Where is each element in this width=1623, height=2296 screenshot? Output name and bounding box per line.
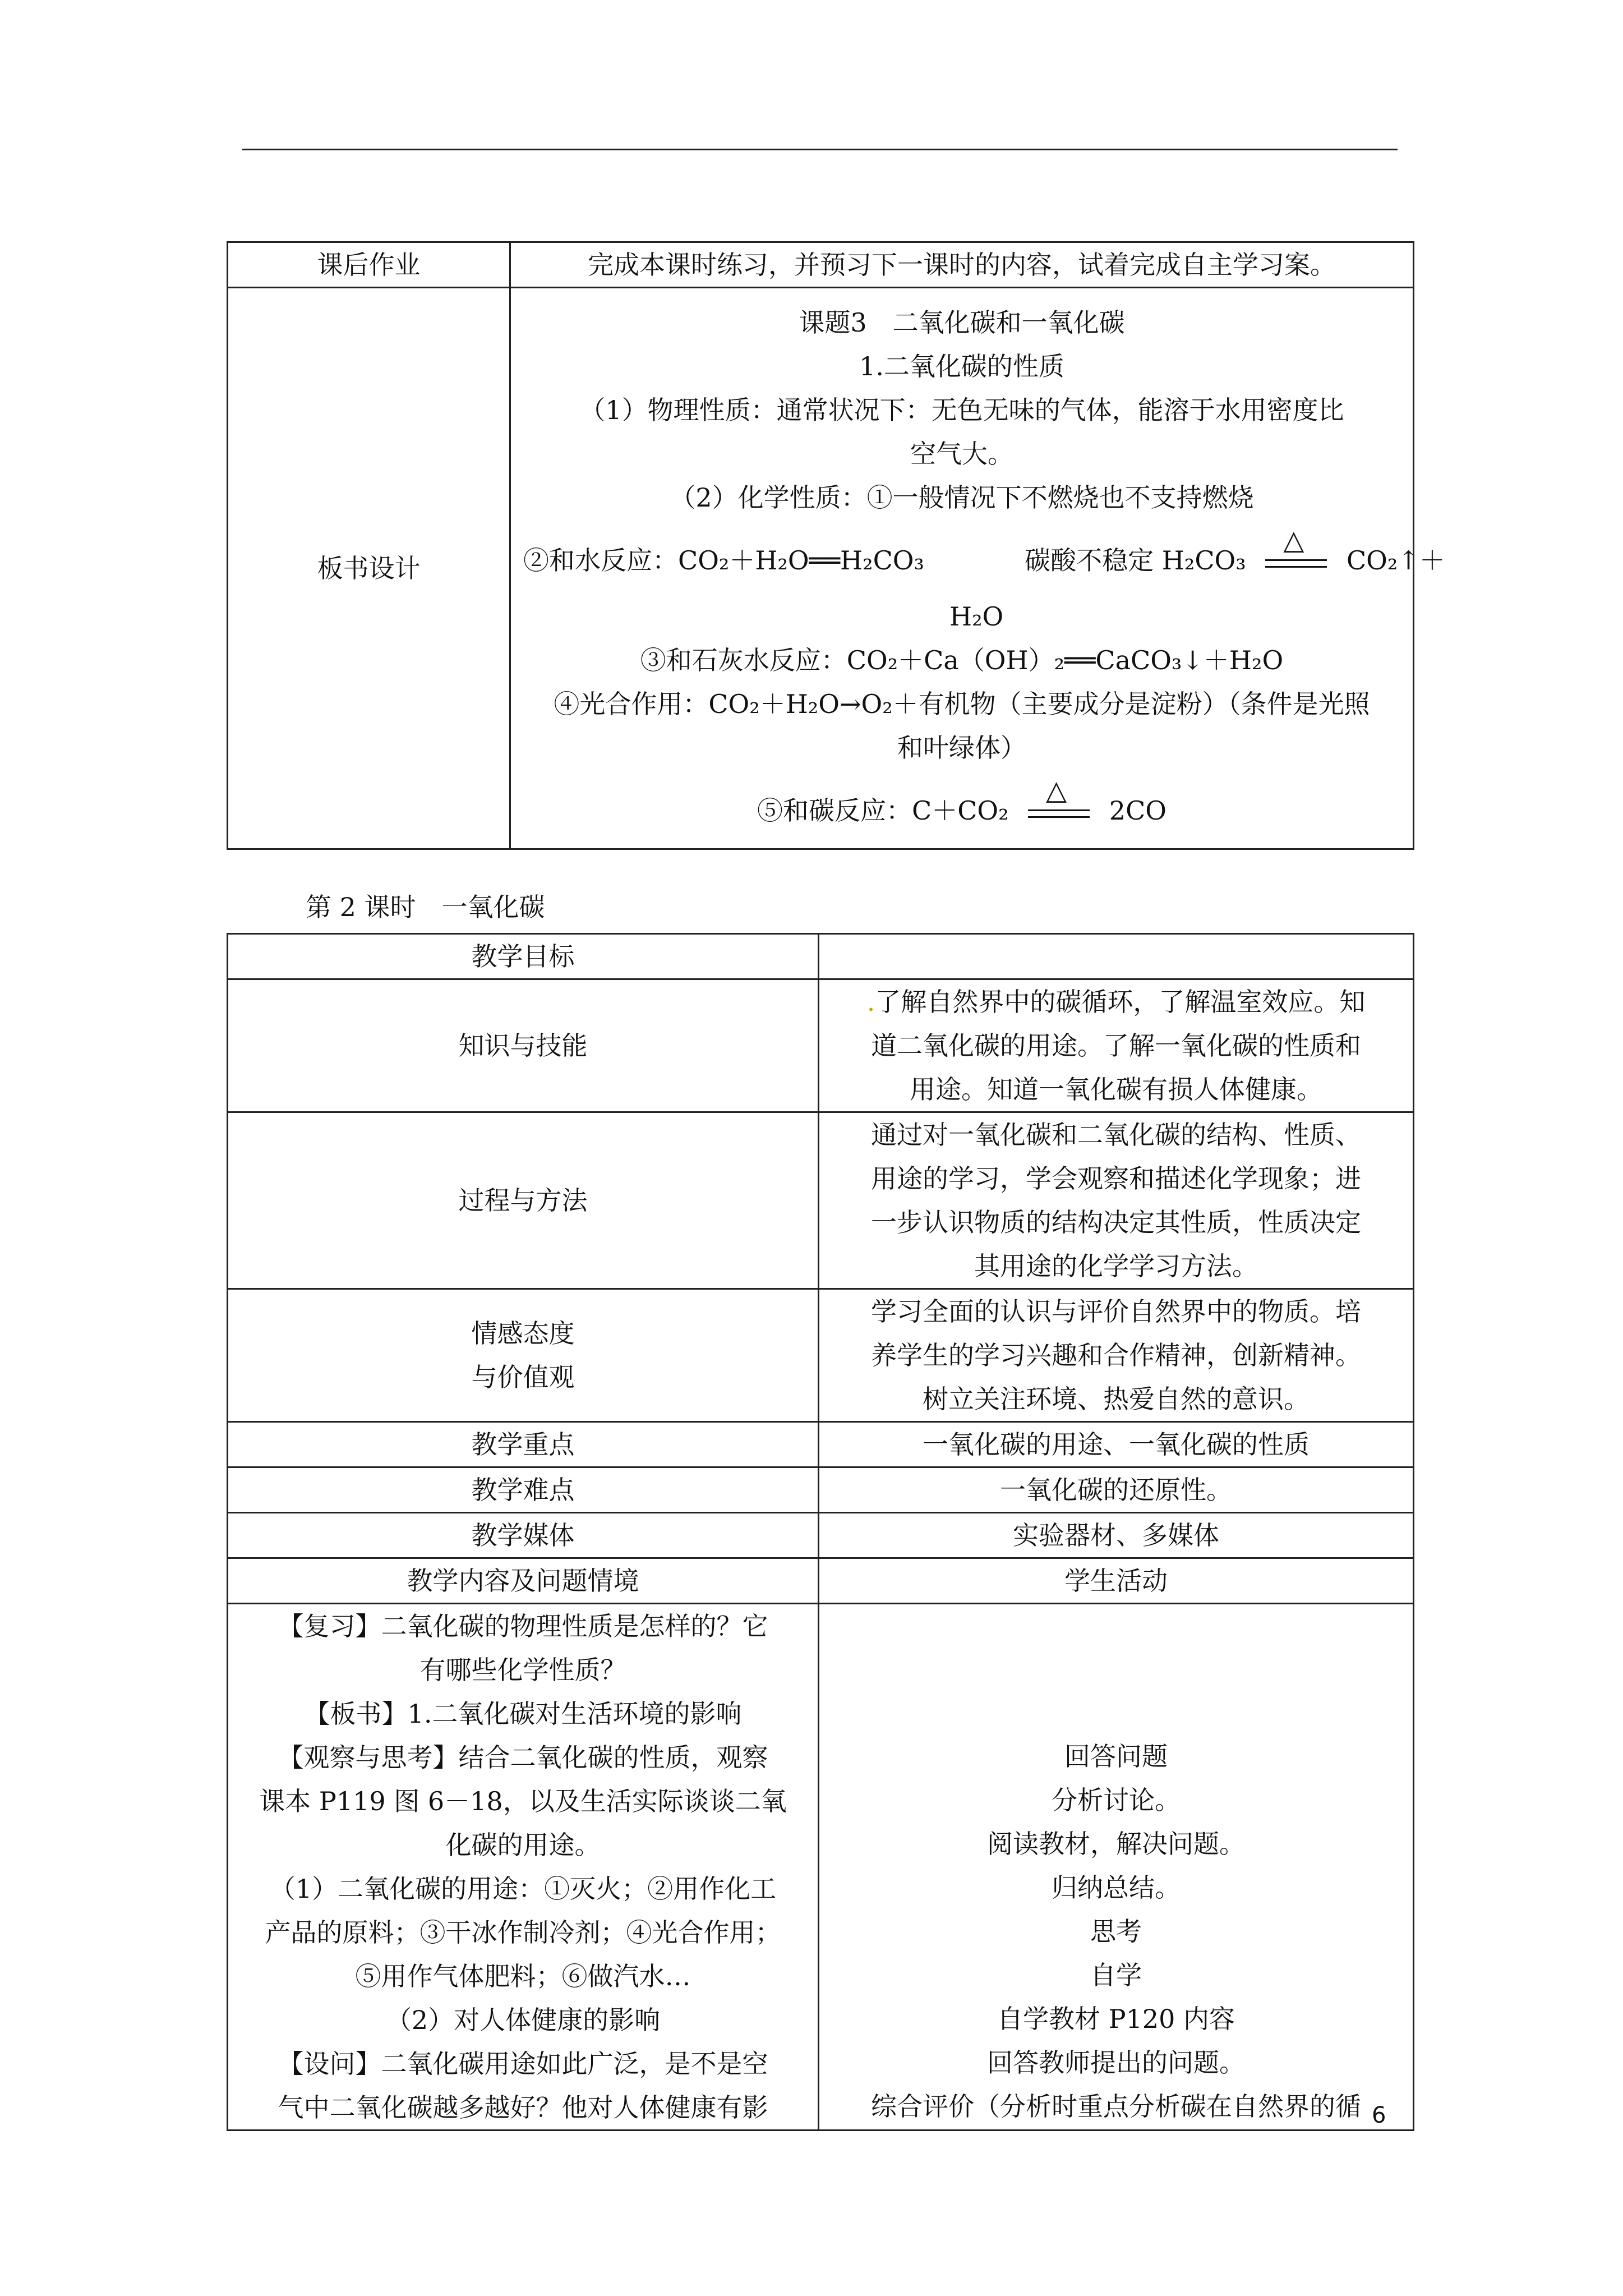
homework-label: 课后作业 <box>228 242 510 288</box>
process-row <box>228 1112 1414 1289</box>
content-header: 教学内容及问题情境 <box>228 1558 819 1604</box>
process-line-1: 通过对一氧化碳和二氧化碳的结构、性质、 <box>871 1120 1361 1150</box>
activity-line: 自学 <box>1090 1960 1142 1990</box>
knowledge-text <box>819 979 1414 1112</box>
focus-label: 教学重点 <box>228 1422 819 1467</box>
content-line: 【板书】1.二氧化碳对生活环境的影响 <box>304 1699 742 1729</box>
activity-line: 回答问题 <box>1064 1741 1168 1772</box>
content-line: ⑤用作气体肥料；⑥做汽水… <box>355 1961 691 1991</box>
activity-line: 思考 <box>1090 1916 1142 1947</box>
emotion-label <box>228 1289 819 1422</box>
carbonic-tail: H₂O <box>949 601 1004 632</box>
process-label: 过程与方法 <box>228 1112 819 1289</box>
content-line: 产品的原料；③干冰作制冷剂；④光合作用； <box>265 1917 781 1948</box>
knowledge-line-2: 道二氧化碳的用途。了解一氧化碳的性质和 <box>871 1030 1361 1061</box>
activity-line: 阅读教材，解决问题。 <box>987 1829 1245 1859</box>
carbonic-rhs: CO₂↑＋ <box>1346 545 1445 576</box>
page-number: 6 <box>1372 2102 1386 2128</box>
goals-header: 教学目标 <box>228 934 819 979</box>
content-line: 有哪些化学性质？ <box>419 1655 626 1685</box>
board-design-table <box>227 241 1445 850</box>
water-reaction-label: ②和水反应： <box>523 545 678 576</box>
content-line: 【观察与思考】结合二氧化碳的性质，观察 <box>278 1742 768 1773</box>
content-line: 【复习】二氧化碳的物理性质是怎样的？它 <box>278 1611 768 1641</box>
emotion-line-1: 学习全面的认识与评价自然界中的物质。培 <box>871 1296 1361 1327</box>
media-row <box>228 1513 1414 1558</box>
content-line: 课本 P119 图 6－18，以及生活实际谈谈二氧 <box>259 1786 787 1816</box>
carbonic-label: 碳酸不稳定 <box>1025 545 1154 576</box>
water-eq-sign: ══ <box>809 545 841 576</box>
emotion-label-1: 情感态度 <box>471 1318 575 1349</box>
process-line-4: 其用途的化学学习方法。 <box>974 1251 1258 1281</box>
board-section: 1.二氧化碳的性质 <box>859 351 1064 381</box>
activity-cell <box>819 1604 1414 2131</box>
emotion-line-3: 树立关注环境、热爱自然的意识。 <box>923 1384 1310 1414</box>
activity-line: 综合评价（分析时重点分析碳在自然界的循 <box>871 2091 1361 2122</box>
carbon-reaction-rhs: 2CO <box>1109 795 1166 826</box>
content-line: （2）对人体健康的影响 <box>385 2005 661 2035</box>
physical-property-line-2: 空气大。 <box>910 439 1013 469</box>
focus-text: 一氧化碳的用途、一氧化碳的性质 <box>819 1422 1414 1467</box>
content-row <box>228 1604 1414 2131</box>
board-row <box>228 288 1414 849</box>
process-text <box>819 1112 1414 1289</box>
content-line: 化碳的用途。 <box>445 1830 601 1860</box>
difficulty-row <box>228 1467 1414 1513</box>
physical-property-line-1: （1）物理性质：通常状况下：无色无味的气体，能溶于水用密度比 <box>579 395 1344 425</box>
water-reaction-line <box>523 524 1445 582</box>
board-label: 板书设计 <box>228 288 510 849</box>
content-header-row <box>228 1558 1414 1604</box>
chemical-property: （2）化学性质：①一般情况下不燃烧也不支持燃烧 <box>670 482 1254 513</box>
knowledge-dot: . <box>866 987 875 1017</box>
content-cell <box>228 1604 819 2131</box>
goals-header-row <box>228 934 1414 979</box>
water-eq-lhs: CO₂＋H₂O <box>678 545 809 576</box>
media-text: 实验器材、多媒体 <box>819 1513 1414 1558</box>
focus-row <box>228 1422 1414 1467</box>
heat-equals-sign: △ <box>1028 802 1090 824</box>
header-rule <box>242 149 1398 150</box>
limewater-reaction: ③和石灰水反应：CO₂＋Ca（OH）₂══CaCO₃↓＋H₂O <box>640 645 1284 675</box>
process-line-2: 用途的学习，学会观察和描述化学现象；进 <box>871 1163 1361 1194</box>
knowledge-label: 知识与技能 <box>228 979 819 1112</box>
carbon-reaction-line <box>523 775 1400 832</box>
carbon-reaction-label: ⑤和碳反应：C＋CO₂ <box>757 795 1009 826</box>
activity-header: 学生活动 <box>819 1558 1414 1604</box>
carbonic-lhs: H₂CO₃ <box>1161 545 1246 576</box>
activity-line: 归纳总结。 <box>1052 1872 1181 1903</box>
content-line: 【设问】二氧化碳用途如此广泛，是不是空 <box>278 2049 768 2079</box>
knowledge-row <box>228 979 1414 1112</box>
activity-line: 分析讨论。 <box>1052 1785 1181 1815</box>
activity-line: 回答教师提出的问题。 <box>987 2047 1245 2078</box>
emotion-label-2: 与价值观 <box>471 1362 575 1392</box>
heat-equals-sign: △ <box>1265 551 1327 574</box>
emotion-text <box>819 1289 1414 1422</box>
lesson-plan-table <box>227 933 1414 2131</box>
knowledge-line-1: 了解自然界中的碳循环，了解温室效应。知 <box>875 987 1366 1017</box>
board-title: 课题3 二氧化碳和一氧化碳 <box>799 307 1125 338</box>
water-eq-rhs: H₂CO₃ <box>840 545 924 576</box>
content-line: （1）二氧化碳的用途：①灭火；②用作化工 <box>269 1874 777 1904</box>
difficulty-text: 一氧化碳的还原性。 <box>819 1467 1414 1513</box>
emotion-row <box>228 1289 1414 1422</box>
process-line-3: 一步认识物质的结构决定其性质，性质决定 <box>871 1207 1361 1237</box>
homework-text: 完成本课时练习，并预习下一课时的内容，试着完成自主学习案。 <box>510 242 1414 288</box>
media-label: 教学媒体 <box>228 1513 819 1558</box>
knowledge-line-3: 用途。知道一氧化碳有损人体健康。 <box>910 1074 1322 1105</box>
homework-row <box>228 242 1414 288</box>
board-content <box>510 288 1445 849</box>
content-line: 气中二氧化碳越多越好？他对人体健康有影 <box>278 2092 768 2123</box>
emotion-line-2: 养学生的学习兴趣和合作精神，创新精神。 <box>871 1340 1361 1370</box>
activity-line: 自学教材 P120 内容 <box>997 2004 1235 2034</box>
lesson-heading: 第 2 课时 一氧化碳 <box>306 892 545 922</box>
goals-header-empty <box>819 934 1414 979</box>
photosynthesis-line-2: 和叶绿体） <box>897 733 1026 763</box>
photosynthesis-line-1: ④光合作用：CO₂＋H₂O→O₂＋有机物（主要成分是淀粉）（条件是光照 <box>554 689 1370 719</box>
difficulty-label: 教学难点 <box>228 1467 819 1513</box>
